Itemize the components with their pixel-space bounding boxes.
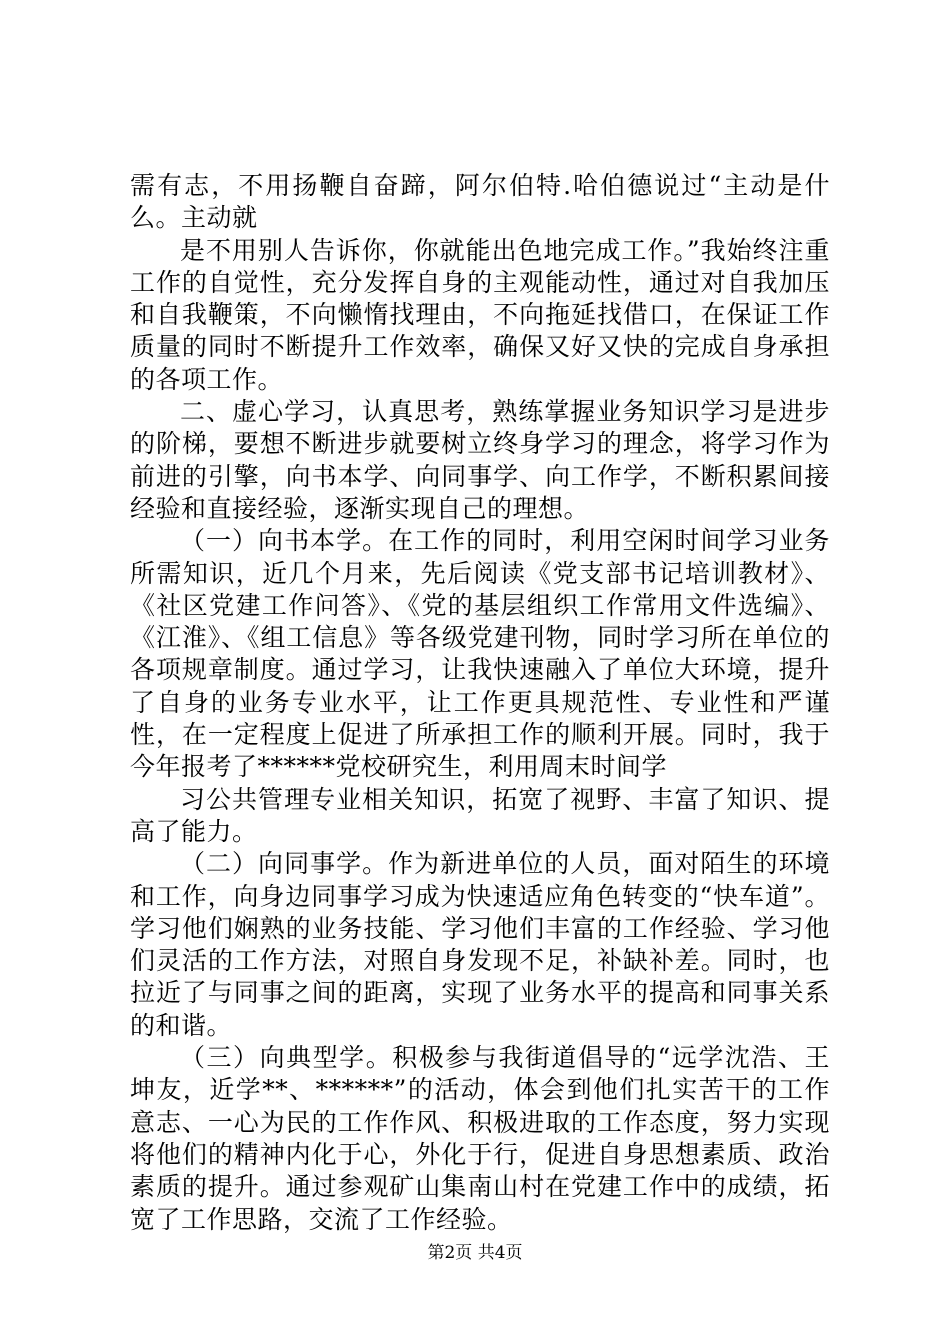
paragraph-1: 需有志，不用扬鞭自奋蹄，阿尔伯特.哈伯德说过“主动是什么。主动就 <box>130 171 830 233</box>
paragraph-7: （三）向典型学。积极参与我街道倡导的“远学沈浩、王坤友，近学**、******”的活动，体会到他们扎实苦干的工作意志、一心为民的工作作风、积极进取的工作态度，努力实现将他们的精神内化于心，外化于行，促进自身思想素质、政治素质的提升。通过参观矿山集南山村在党建工作中的成绩，拓宽了工作思路，交流了工作经验。 <box>130 1043 830 1234</box>
paragraph-3: 二、虚心学习，认真思考，熟练掌握业务知识学习是进步的阶梯，要想不断进步就要树立终身学习的理念，将学习作为前进的引擎，向书本学、向同事学、向工作学，不断积累间接经验和直接经验，逐渐实现自己的理想。 <box>130 397 830 523</box>
paragraph-5: 习公共管理专业相关知识，拓宽了视野、丰富了知识、提高了能力。 <box>130 784 830 846</box>
paragraph-4: （一）向书本学。在工作的同时，利用空闲时间学习业务所需知识，近几个月来，先后阅读《党支部书记培训教材》、《社区党建工作问答》、《党的基层组织工作常用文件选编》、《江淮》、《组工信息》等各级党建刊物，同时学习所在单位的各项规章制度。通过学习，让我快速融入了单位大环境，提升了自身的业务专业水平，让工作更具规范性、专业性和严谨性，在一定程度上促进了所承担工作的顺利开展。同时，我于今年报考了******党校研究生，利用周末时间学 <box>130 526 830 782</box>
paragraph-2: 是不用别人告诉你，你就能出色地完成工作。”我始终注重工作的自觉性，充分发挥自身的主观能动性，通过对自我加压和自我鞭策，不向懒惰找理由，不向拖延找借口，在保证工作质量的同时不断提升工作效率，确保又好又快的完成自身承担的各项工作。 <box>130 235 830 394</box>
document-body <box>130 170 830 1236</box>
paragraph-6: （二）向同事学。作为新进单位的人员，面对陌生的环境和工作，向身边同事学习成为快速适应角色转变的“快车道”。学习他们娴熟的业务技能、学习他们丰富的工作经验、学习他们灵活的工作方法，对照自身发现不足，补缺补差。同时，也拉近了与同事之间的距离，实现了业务水平的提高和同事关系的和谐。 <box>130 849 830 1040</box>
page-number-footer: 第2页 共4页 <box>427 1243 523 1263</box>
